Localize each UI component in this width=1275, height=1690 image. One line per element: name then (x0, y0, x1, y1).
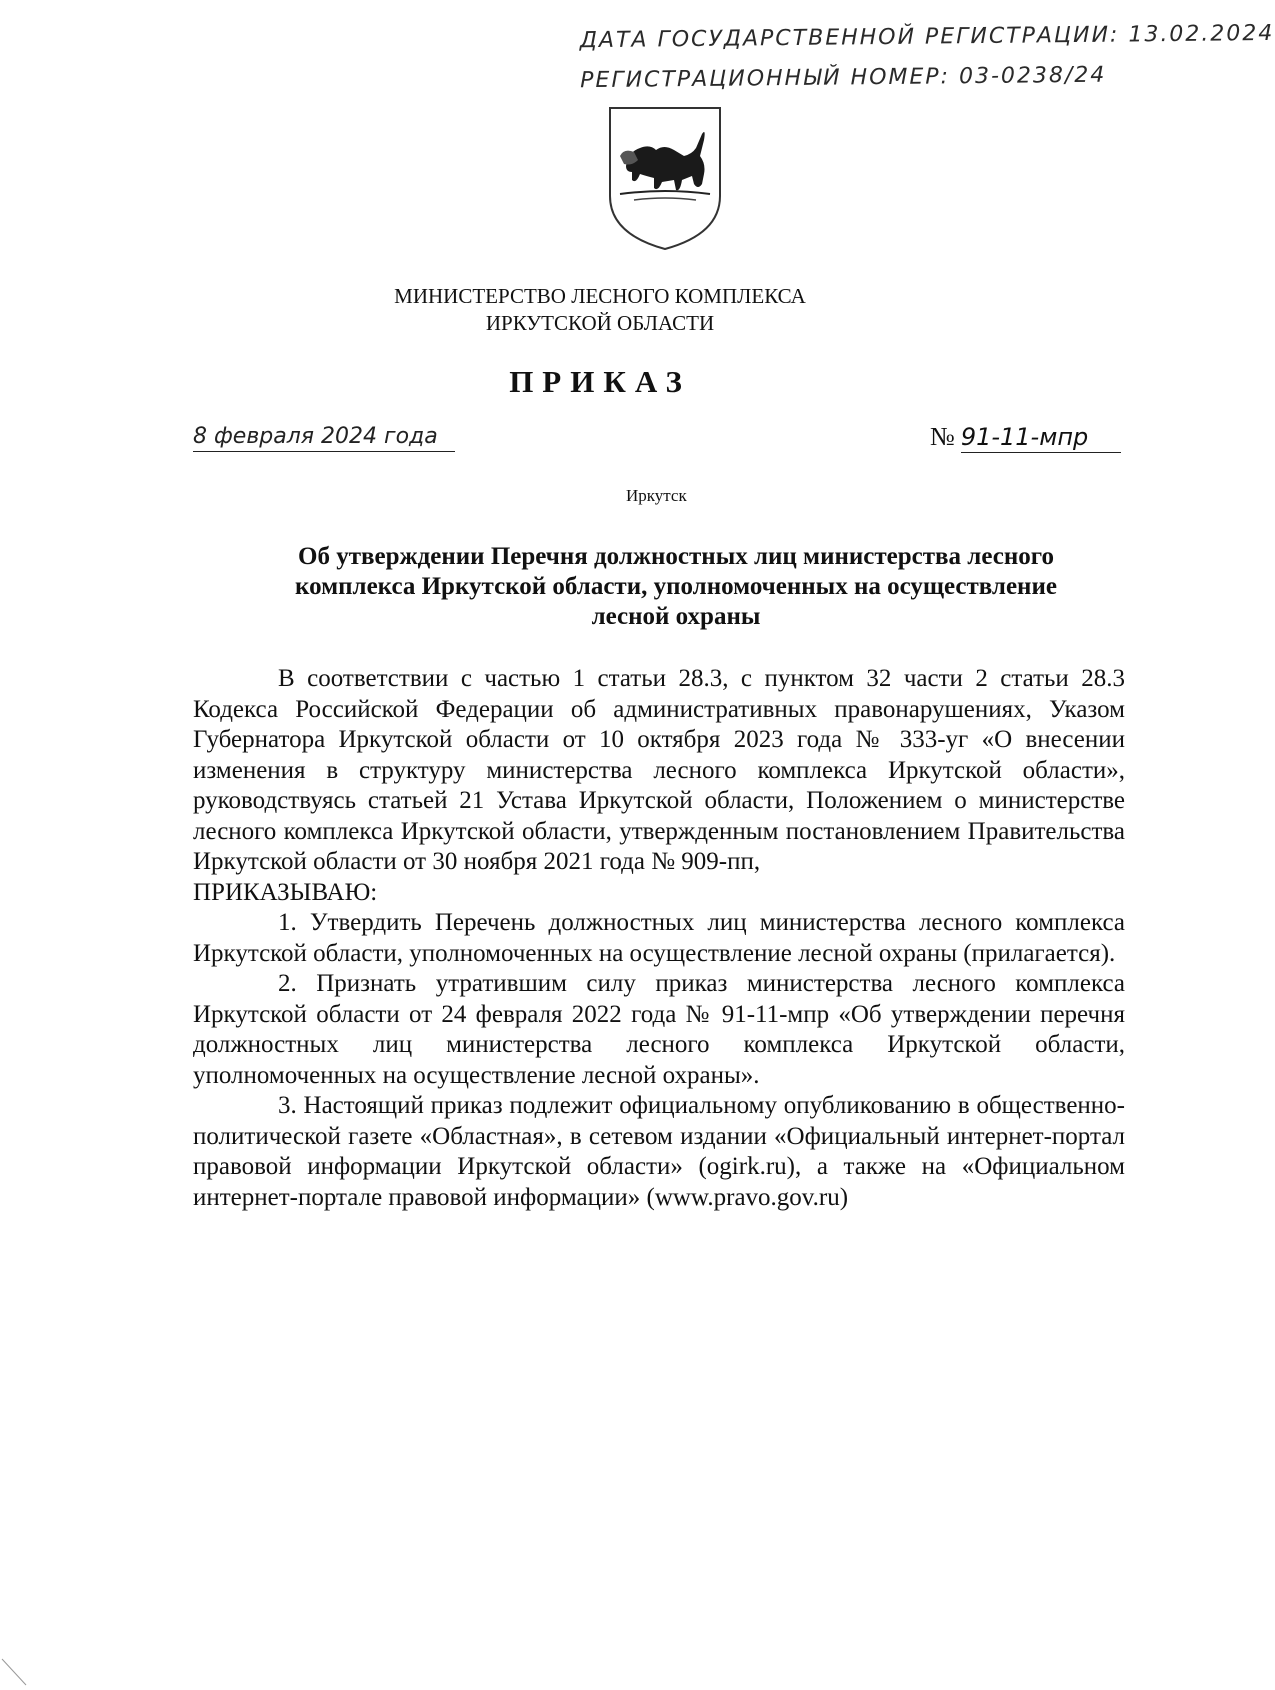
document-title-line1: Об утверждении Перечня должностных лиц министерства лесного (298, 543, 1054, 570)
order-item-3: 3. Настоящий приказ подлежит официальному опубликованию в общественно-политической газете «Областная», в сетевом издании «Официальный интернет-портал правовой информации Иркутской области» (ogirk.ru), а также на «Официальном интернет-портале правовой информации» (www.pravo.gov.ru) (193, 1092, 1125, 1211)
document-title (226, 542, 1126, 632)
scan-edge-mark (0, 1655, 30, 1685)
document-type: ПРИКАЗ (509, 364, 691, 399)
organization-name-line1: МИНИСТЕРСТВО ЛЕСНОГО КОМПЛЕКСА (394, 284, 806, 308)
document-title-line3: лесной охраны (591, 603, 761, 630)
organization-name (300, 283, 900, 337)
registration-stamp (579, 15, 1275, 101)
document-body (193, 664, 1125, 1213)
order-word: ПРИКАЗЫВАЮ: (193, 878, 378, 906)
order-item-2: 2. Признать утратившим силу приказ министерства лесного комплекса Иркутской области от 24 февраля 2022 года № 91-11-мпр «Об утверждении перечня должностных лиц министерства лесного комплекса Иркутской области, уполномоченных на осуществление лесной охраны». (193, 970, 1125, 1089)
organization-name-line2: ИРКУТСКОЙ ОБЛАСТИ (485, 311, 715, 335)
city-name: Иркутск (626, 486, 687, 505)
order-number: 91-11-мпр (961, 423, 1121, 453)
registration-number-line: РЕГИСТРАЦИОННЫЙ НОМЕР: 03-0238/24 (580, 62, 1107, 94)
preamble-paragraph: В соответствии с частью 1 статьи 28.3, с пунктом 32 части 2 статьи 28.3 Кодекса Российской Федерации об административных правонарушениях, Указом Губернатора Иркутской области от 10 октября 2023 года № 333-уг «О внесении изменения в структуру министерства лесного комплекса Иркутской области», руководствуясь статьей 21 Устава Иркутской области, Положением о министерстве лесного комплекса Иркутской области, утвержденным постановлением Правительства Иркутской области от 30 ноября 2021 года № 909-пп, (193, 665, 1125, 875)
document-title-line2: комплекса Иркутской области, уполномоченных на осуществление (295, 573, 1057, 600)
order-number-label: № (930, 422, 955, 451)
order-number-block (930, 422, 1121, 453)
order-date: 8 февраля 2024 года (193, 424, 455, 452)
registration-date-line: ДАТА ГОСУДАРСТВЕННОЙ РЕГИСТРАЦИИ: 13.02.2024 (579, 20, 1275, 54)
order-item-1: 1. Утвердить Перечень должностных лиц министерства лесного комплекса Иркутской области, уполномоченных на осуществление лесной охраны (прилагается). (193, 909, 1125, 967)
irkutsk-coat-of-arms-icon (606, 104, 724, 252)
